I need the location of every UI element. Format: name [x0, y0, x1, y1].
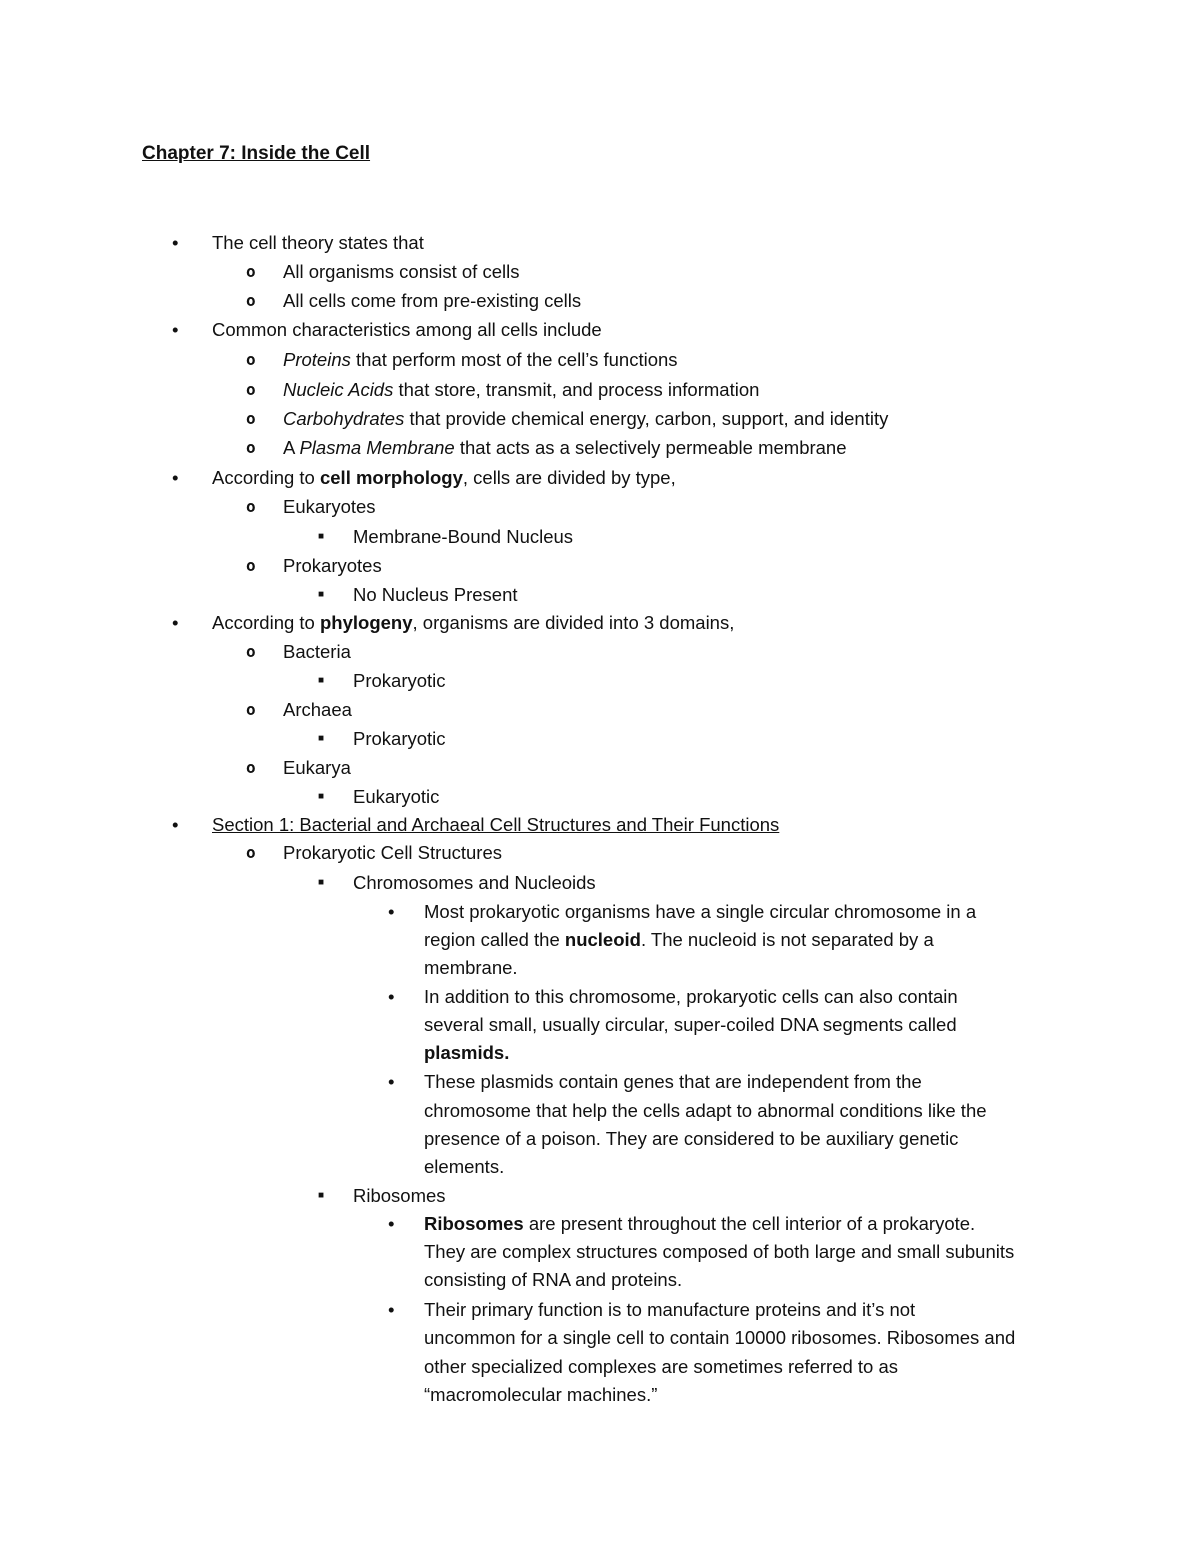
paragraph-line: These plasmids contain genes that are independent from the — [424, 1071, 922, 1092]
square-bullet-icon: ■ — [318, 733, 325, 744]
list-item: Eukarya — [283, 757, 351, 778]
bullet-icon: • — [388, 901, 395, 922]
paragraph-line: other specialized complexes are sometimes referred to as — [424, 1356, 899, 1377]
circle-bullet-icon: o — [246, 409, 256, 428]
circle-bullet-icon: o — [246, 350, 256, 369]
text: region called the — [424, 929, 565, 950]
paragraph-line: membrane. — [424, 957, 518, 978]
term-nucleoid: nucleoid — [564, 929, 641, 950]
bullet-icon: • — [172, 814, 179, 835]
term-carbohydrates: Carbohydrates — [283, 408, 405, 429]
list-item — [283, 346, 678, 374]
common-intro: Common characteristics among all cells include — [212, 319, 602, 340]
paragraph-line: chromosome that help the cells adapt to abnormal conditions like the — [424, 1100, 987, 1121]
paragraph-line: presence of a poison. They are considered to be auxiliary genetic — [424, 1128, 959, 1149]
paragraph-line: consisting of RNA and proteins. — [424, 1269, 683, 1290]
term-nucleic-acids: Nucleic Acids — [283, 379, 394, 400]
term-prefix: A — [283, 437, 300, 458]
paragraph-line: Their primary function is to manufacture proteins and it’s not — [424, 1299, 916, 1320]
circle-bullet-icon: o — [246, 438, 256, 457]
intro-rest: , organisms are divided into 3 domains, — [412, 612, 735, 633]
circle-bullet-icon: o — [246, 700, 256, 719]
circle-bullet-icon: o — [246, 380, 256, 399]
morphology-intro — [212, 464, 676, 492]
paragraph-line: “macromolecular machines.” — [424, 1384, 658, 1405]
topic-label: Ribosomes — [353, 1185, 446, 1206]
intro-rest: , cells are divided by type, — [462, 467, 676, 488]
list-item: Prokaryotic — [353, 728, 446, 749]
bullet-icon: • — [172, 232, 179, 253]
square-bullet-icon: ■ — [318, 877, 325, 888]
term-plasma-membrane: Plasma Membrane — [299, 437, 455, 458]
circle-bullet-icon: o — [246, 497, 256, 516]
term-cell-morphology: cell morphology — [319, 467, 463, 488]
square-bullet-icon: ■ — [318, 589, 325, 600]
term-desc: that provide chemical energy, carbon, support, and identity — [404, 408, 889, 429]
list-item: No Nucleus Present — [353, 584, 518, 605]
square-bullet-icon: ■ — [318, 1190, 325, 1201]
text: . The nucleoid is not separated by a — [640, 929, 934, 950]
text: are present throughout the cell interior of a prokaryote. — [523, 1213, 976, 1234]
subsection-heading: Prokaryotic Cell Structures — [283, 842, 502, 863]
list-item: Archaea — [283, 699, 352, 720]
paragraph-line: uncommon for a single cell to contain 10000 ribosomes. Ribosomes and — [424, 1327, 1016, 1348]
list-item: Membrane-Bound Nucleus — [353, 526, 574, 547]
paragraph-line: elements. — [424, 1156, 505, 1177]
bullet-icon: • — [388, 1299, 395, 1320]
square-bullet-icon: ■ — [318, 531, 325, 542]
page-title: Chapter 7: Inside the Cell — [142, 143, 371, 164]
bullet-icon: • — [388, 1213, 395, 1234]
square-bullet-icon: ■ — [318, 675, 325, 686]
bullet-icon: • — [388, 1071, 395, 1092]
circle-bullet-icon: o — [246, 758, 256, 777]
paragraph-line: In addition to this chromosome, prokaryotic cells can also contain — [424, 986, 958, 1007]
circle-bullet-icon: o — [246, 843, 256, 862]
term-phylogeny: phylogeny — [319, 612, 413, 633]
intro-prefix: According to — [212, 467, 320, 488]
section-heading: Section 1: Bacterial and Archaeal Cell Structures and Their Functions — [212, 814, 780, 835]
circle-bullet-icon: o — [246, 556, 256, 575]
list-item — [283, 405, 888, 433]
list-item: Prokaryotes — [283, 555, 382, 576]
list-item: All cells come from pre-existing cells — [283, 290, 582, 311]
circle-bullet-icon: o — [246, 642, 256, 661]
cell-theory-intro: The cell theory states that — [212, 232, 424, 253]
circle-bullet-icon: o — [246, 262, 256, 281]
bullet-icon: • — [388, 986, 395, 1007]
square-bullet-icon: ■ — [318, 791, 325, 802]
bullet-icon: • — [172, 467, 179, 488]
list-item: Prokaryotic — [353, 670, 446, 691]
term-desc: that perform most of the cell’s functions — [350, 349, 678, 370]
paragraph-line: They are complex structures composed of both large and small subunits — [424, 1241, 1015, 1262]
circle-bullet-icon: o — [246, 291, 256, 310]
term-desc: that acts as a selectively permeable membrane — [454, 437, 847, 458]
term-proteins: Proteins — [283, 349, 351, 370]
paragraph-line — [424, 1210, 975, 1238]
bullet-icon: • — [172, 612, 179, 633]
paragraph-line: Most prokaryotic organisms have a single circular chromosome in a — [424, 901, 977, 922]
paragraph-line: several small, usually circular, super-coiled DNA segments called — [424, 1014, 957, 1035]
intro-prefix: According to — [212, 612, 320, 633]
term-desc: that store, transmit, and process information — [393, 379, 760, 400]
topic-label: Chromosomes and Nucleoids — [353, 872, 596, 893]
list-item — [283, 434, 847, 462]
list-item: Eukaryotic — [353, 786, 440, 807]
term-plasmids: plasmids. — [424, 1042, 510, 1063]
term-ribosomes: Ribosomes — [424, 1213, 524, 1234]
list-item: Bacteria — [283, 641, 351, 662]
list-item: All organisms consist of cells — [283, 261, 520, 282]
list-item: Eukaryotes — [283, 496, 376, 517]
phylogeny-intro — [212, 609, 734, 637]
list-item — [283, 376, 759, 404]
bullet-icon: • — [172, 319, 179, 340]
paragraph-line — [424, 926, 934, 954]
